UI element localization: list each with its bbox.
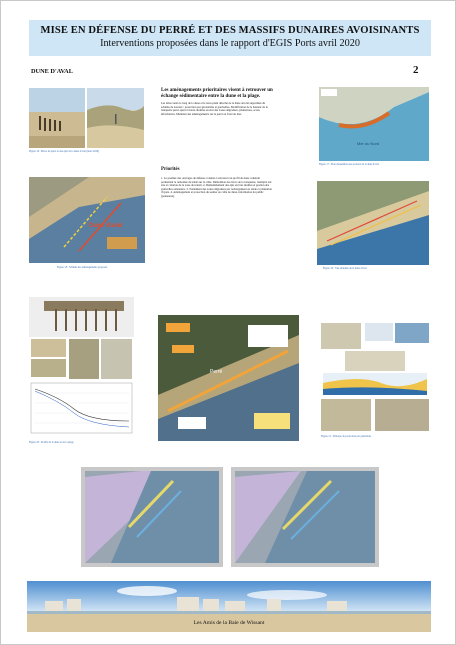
caption-fig5: Figure 20 : Profils de la dune et de la plage [29,441,74,444]
photo-groynes [29,88,85,148]
caption-fig4: Figure 19 : Vue aérienne de la dune d'aval [323,267,367,270]
caption-fig3: Figure 18 : Schéma des aménagements proposés [57,266,108,269]
plan-left [81,467,223,567]
title-banner [29,20,431,56]
page-number: 2 [413,64,419,76]
photo-collage [321,321,429,433]
aerial-photo [317,181,429,265]
priorities-heading: Priorités [161,167,180,172]
map-label-sea: Mer du Nord [357,141,380,146]
intro-heading: Les aménagements prioritaires visent à retrouver un échange sédimentaire entre la dune et la plage. [161,88,273,99]
scheme-aerial [29,177,145,263]
map-overview [319,87,429,161]
photo-dune [87,88,144,148]
plan-right [231,467,379,567]
footer-panorama [27,581,431,632]
section-label: DUNE D'AVAL [31,68,73,75]
priorities-text: 1. Le premier des ouvrages de défense consiste à retrouver un profil de dune cohérent permettant la remontée du sable sur la crête. Démolition des blocs de la banquette, réemploi sur site et création de la zone de transit. 2. Démantèlement des épis en bois inutiles et gestion des ganivelles existantes. 3. Traitement des zones dégradées par rechargement en sable et plantation d'oyats. 4. Aménagement et protection du sentier en crête de dune, information du public (panneaux). [161,176,272,198]
caption-fig2: Figure 17 : Plan d'ensemble des secteurs de la dune d'aval [319,163,379,166]
map-label-zone-a: Dune d'aval [89,223,123,229]
intro-text: Les brise-vents le long de la dune et le terre-plein détaché de la dune ont été supprimés du schéma de travaux : protection par géotextiles et ganivelles. Modification de la hauteur de la banquette perré après travaux. Remise en état des zones dégradées, plantations, accès, information. Maintien des aménagements sur le perré en front de mer. [161,101,268,116]
page-subtitle: Interventions proposées dans le rapport d'EGIS Ports avril 2020 [100,38,360,49]
caption-fig8: Figure 21 : Principe de protection par ganivelles [321,435,372,438]
profile-composite [29,297,134,445]
annotated-aerial [158,315,299,441]
footer-label: Les Amis de la Baie de Wissant [193,620,265,626]
page-title: MISE EN DÉFENSE DU PERRÉ ET DES MASSIFS DUNAIRES AVOISINANTS [40,25,420,36]
caption-fig1: Figure 16 : Photo du perré et des épis de la dune d'aval (mars 2020) [29,150,100,153]
map-label-zone-b: Perré [210,369,223,375]
